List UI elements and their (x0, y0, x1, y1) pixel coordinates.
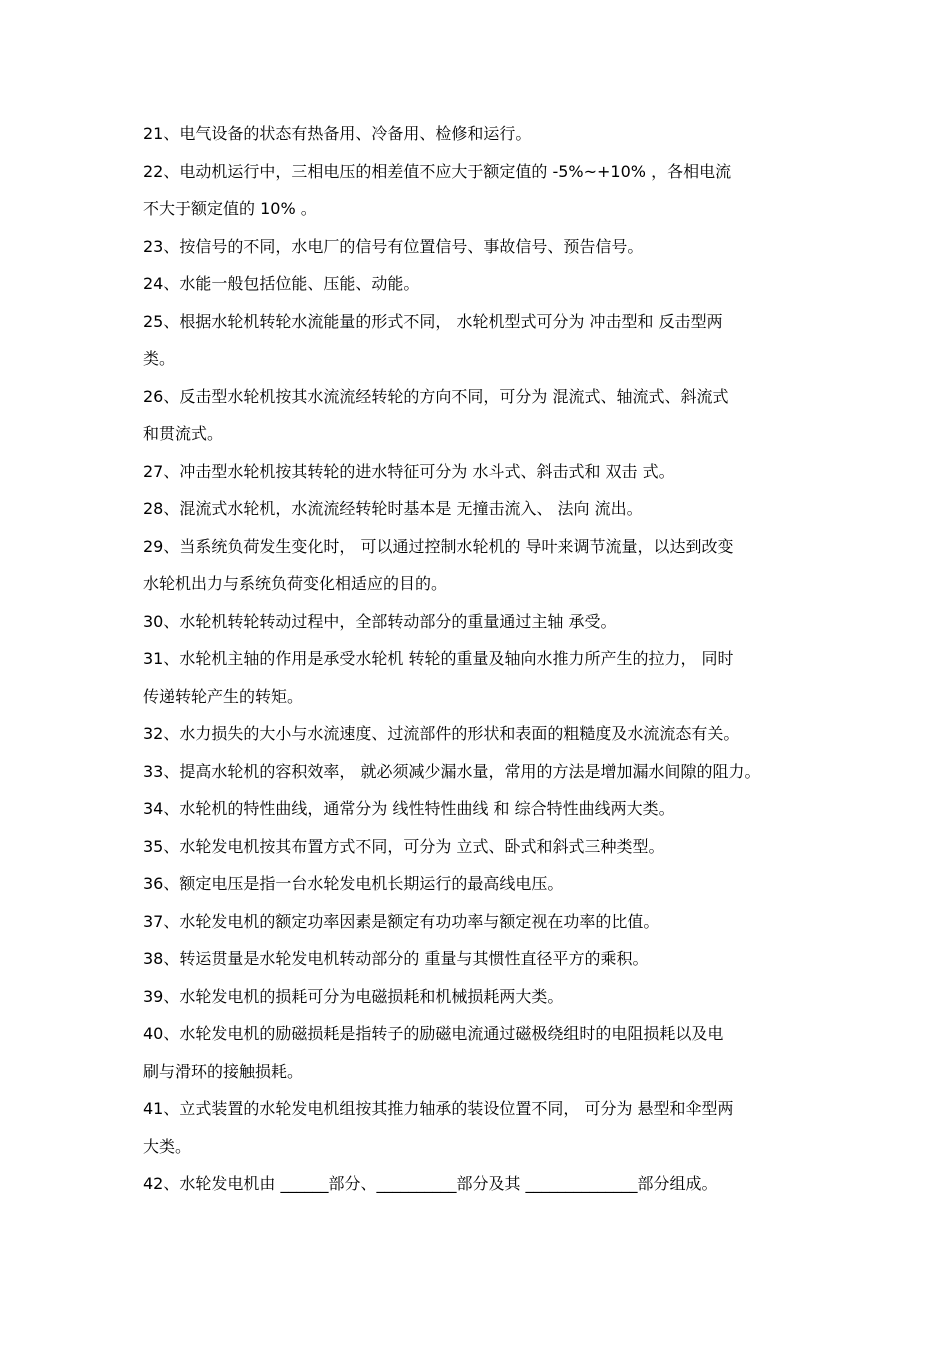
text-line: 27、冲击型水轮机按其转轮的进水特征可分为 水斗式、斜击式和 双击 式。 (143, 461, 675, 481)
text-line: 35、水轮发电机按其布置方式不同，可分为 立式、卧式和斜式三种类型。 (143, 836, 665, 856)
text-line: 不大于额定值的 10% 。 (143, 199, 317, 218)
text-line: 21、电气设备的状态有热备用、冷备用、检修和运行。 (143, 124, 532, 143)
text-line: 34、水轮机的特性曲线，通常分为 线性特性曲线 和 综合特性曲线两大类。 (143, 799, 675, 818)
text-line: 37、水轮发电机的额定功率因素是额定有功功率与额定视在功率的比值。 (143, 911, 660, 931)
text-line: 水轮机出力与系统负荷变化相适应的目的。 (143, 574, 448, 593)
text-line: 29、当系统负荷发生变化时， 可以通过控制水轮机的 导叶来调节流量，以达到改变 (143, 536, 734, 556)
text-line: 22、电动机运行中，三相电压的相差值不应大于额定值的 -5%~+10% ，各相电流 (143, 161, 732, 181)
text-line: 大类。 (143, 1136, 192, 1156)
text-line: 42、水轮发电机由 ______部分、__________部分及其 ______________部分组成。 (143, 1174, 718, 1193)
text-line: 24、水能一般包括位能、压能、动能。 (143, 274, 420, 293)
question-list (143, 124, 843, 1212)
text-line: 类。 (143, 349, 176, 368)
text-line: 41、立式装置的水轮发电机组按其推力轴承的装设位置不同， 可分为 悬型和伞型两 (143, 1099, 734, 1118)
text-line: 26、反击型水轮机按其水流流经转轮的方向不同，可分为 混流式、轴流式、斜流式 (143, 386, 729, 406)
text-line: 刷与滑环的接触损耗。 (143, 1061, 304, 1081)
text-line: 33、提高水轮机的容积效率， 就必须减少漏水量，常用的方法是增加漏水间隙的阻力。 (143, 761, 761, 781)
text-line: 31、水轮机主轴的作用是承受水轮机 转轮的重量及轴向水推力所产生的拉力， 同时 (143, 649, 734, 668)
text-line: 28、混流式水轮机，水流流经转轮时基本是 无撞击流入、 法向 流出。 (143, 499, 643, 518)
text-line: 38、转运贯量是水轮发电机转动部分的 重量与其惯性直径平方的乘积。 (143, 949, 649, 968)
text-line: 25、根据水轮机转轮水流能量的形式不同， 水轮机型式可分为 冲击型和 反击型两 (143, 311, 723, 331)
text-line: 传递转轮产生的转矩。 (143, 686, 304, 706)
text-line: 36、额定电压是指一台水轮发电机长期运行的最高线电压。 (143, 874, 564, 893)
text-line: 30、水轮机转轮转动过程中，全部转动部分的重量通过主轴 承受。 (143, 611, 617, 631)
text-line: 39、水轮发电机的损耗可分为电磁损耗和机械损耗两大类。 (143, 986, 564, 1006)
text-line: 23、按信号的不同，水电厂的信号有位置信号、事故信号、预告信号。 (143, 236, 644, 256)
text-line: 40、水轮发电机的励磁损耗是指转子的励磁电流通过磁极绕组时的电阻损耗以及电 (143, 1024, 724, 1043)
text-line: 32、水力损失的大小与水流速度、过流部件的形状和表面的粗糙度及水流流态有关。 (143, 724, 740, 743)
text-line: 和贯流式。 (143, 424, 224, 443)
